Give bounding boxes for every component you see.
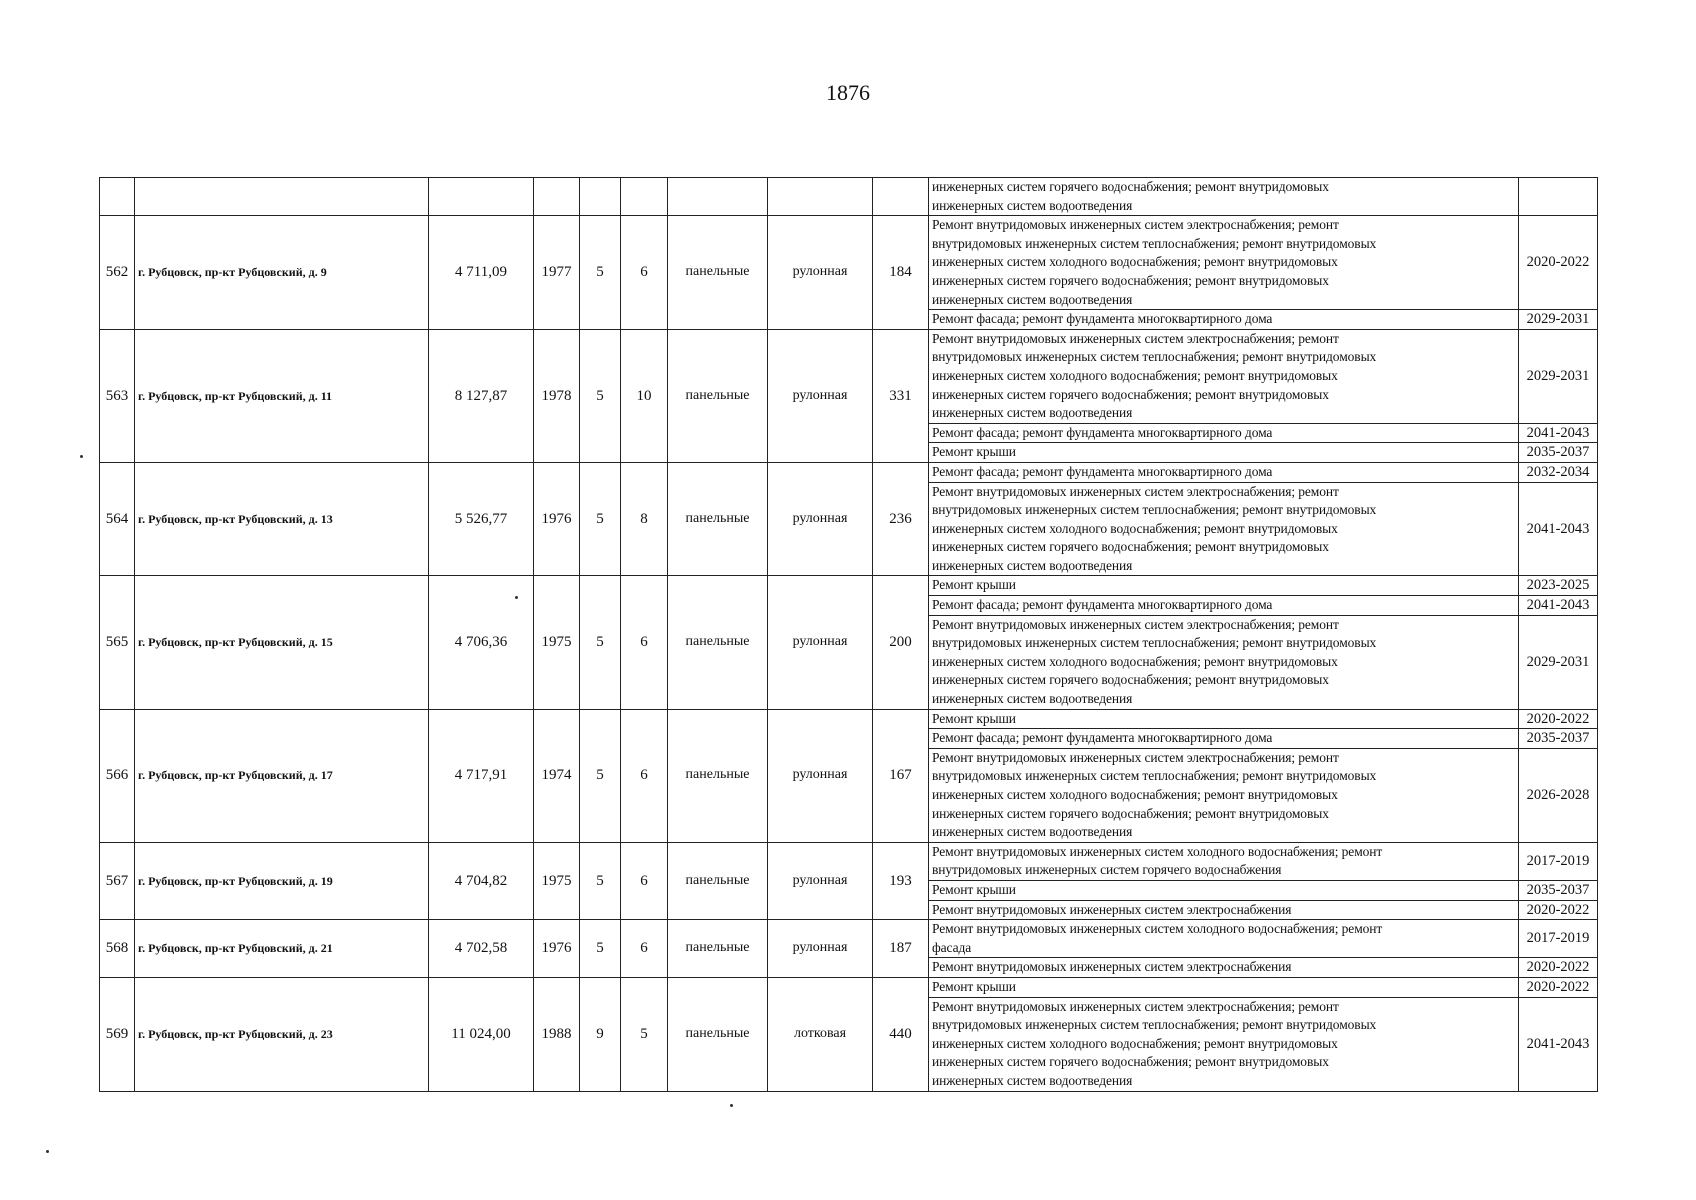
- work-description: [929, 482, 1519, 576]
- row-number: 566: [100, 709, 135, 842]
- floor-count: 5: [580, 920, 621, 978]
- work-period: 2041-2043: [1519, 482, 1598, 576]
- table-row: [100, 216, 1598, 310]
- roof-type: рулонная: [768, 216, 873, 330]
- construction-year: 1978: [534, 329, 580, 462]
- row-number: 564: [100, 462, 135, 576]
- building-address: г. Рубцовск, пр-кт Рубцовский, д. 13: [135, 462, 429, 576]
- empty-cell: [668, 178, 768, 216]
- table-row: [100, 462, 1598, 482]
- work-text: Ремонт фасада; ремонт фундамента многоквартирного дома: [932, 424, 1273, 440]
- resident-count: 200: [873, 576, 929, 709]
- entrance-count: 6: [621, 920, 668, 978]
- work-description: [929, 748, 1519, 842]
- housing-repair-table: [99, 177, 1598, 1092]
- building-address: г. Рубцовск, пр-кт Рубцовский, д. 19: [135, 842, 429, 919]
- work-text: Ремонт внутридомовых инженерных систем электроснабжения; ремонт внутридомовых инженерных систем теплоснабжения; ремонт внутридомовых инженерных систем холодного водоснабжения; ремонт внутридомовых инженерных систем горячего водоснабжения; ремонт внутридомовых инженерных систем водоотведения: [932, 330, 1377, 421]
- entrance-count: 6: [621, 842, 668, 919]
- floor-count: 5: [580, 216, 621, 330]
- resident-count: 187: [873, 920, 929, 978]
- scan-speck: [80, 455, 83, 458]
- work-period: 2020-2022: [1519, 709, 1598, 729]
- work-text: Ремонт внутридомовых инженерных систем электроснабжения; ремонт внутридомовых инженерных систем теплоснабжения; ремонт внутридомовых инженерных систем холодного водоснабжения; ремонт внутридомовых инженерных систем горячего водоснабжения; ремонт внутридомовых инженерных систем водоотведения: [932, 217, 1377, 307]
- work-period: 2020-2022: [1519, 958, 1598, 978]
- roof-type: рулонная: [768, 920, 873, 978]
- work-description: [929, 842, 1519, 880]
- work-description: [929, 310, 1519, 330]
- work-text: Ремонт внутридомовых инженерных систем электроснабжения: [932, 901, 1292, 917]
- work-period: 2020-2022: [1519, 216, 1598, 310]
- work-period: 2029-2031: [1519, 310, 1598, 330]
- wall-material: панельные: [668, 576, 768, 709]
- scan-speck: [46, 1150, 49, 1153]
- total-area: 4 706,36: [429, 576, 534, 709]
- building-address: г. Рубцовск, пр-кт Рубцовский, д. 17: [135, 709, 429, 842]
- entrance-count: 5: [621, 977, 668, 1091]
- entrance-count: 8: [621, 462, 668, 576]
- floor-count: 5: [580, 842, 621, 919]
- floor-count: 5: [580, 329, 621, 462]
- table-row: [100, 329, 1598, 423]
- entrance-count: 6: [621, 576, 668, 709]
- construction-year: 1974: [534, 709, 580, 842]
- work-period: 2032-2034: [1519, 462, 1598, 482]
- work-text: Ремонт фасада; ремонт фундамента многоквартирного дома: [932, 730, 1273, 746]
- work-text: Ремонт внутридомовых инженерных систем холодного водоснабжения; ремонт внутридомовых инженерных систем горячего водоснабжения: [932, 843, 1383, 878]
- wall-material: панельные: [668, 977, 768, 1091]
- building-address: г. Рубцовск, пр-кт Рубцовский, д. 15: [135, 576, 429, 709]
- floor-count: 5: [580, 576, 621, 709]
- work-period: 2041-2043: [1519, 997, 1598, 1091]
- construction-year: 1975: [534, 842, 580, 919]
- page-number: 1876: [826, 80, 870, 105]
- table-row: [100, 709, 1598, 729]
- total-area: 4 717,91: [429, 709, 534, 842]
- wall-material: панельные: [668, 842, 768, 919]
- work-period: 2035-2037: [1519, 880, 1598, 900]
- floor-count: 9: [580, 977, 621, 1091]
- resident-count: 440: [873, 977, 929, 1091]
- roof-type: рулонная: [768, 842, 873, 919]
- roof-type: рулонная: [768, 462, 873, 576]
- work-text: Ремонт крыши: [932, 444, 1016, 460]
- work-description: [929, 900, 1519, 920]
- total-area: 11 024,00: [429, 977, 534, 1091]
- table-row: [100, 842, 1598, 880]
- work-period: 2023-2025: [1519, 576, 1598, 596]
- wall-material: панельные: [668, 329, 768, 462]
- work-description: [929, 920, 1519, 958]
- work-period: 2035-2037: [1519, 443, 1598, 463]
- row-number: 565: [100, 576, 135, 709]
- empty-cell: [768, 178, 873, 216]
- row-number: 568: [100, 920, 135, 978]
- work-text: Ремонт крыши: [932, 577, 1016, 593]
- table-row-carryover: [100, 178, 1598, 216]
- construction-year: 1976: [534, 462, 580, 576]
- work-text: Ремонт крыши: [932, 710, 1016, 726]
- row-number: 563: [100, 329, 135, 462]
- work-description: [929, 997, 1519, 1091]
- work-period: 2041-2043: [1519, 596, 1598, 616]
- work-text: Ремонт внутридомовых инженерных систем электроснабжения; ремонт внутридомовых инженерных систем теплоснабжения; ремонт внутридомовых инженерных систем холодного водоснабжения; ремонт внутридомовых инженерных систем горячего водоснабжения; ремонт внутридомовых инженерных систем водоотведения: [932, 616, 1377, 707]
- work-period: [1519, 178, 1598, 216]
- work-description: [929, 729, 1519, 749]
- roof-type: рулонная: [768, 576, 873, 709]
- work-text: Ремонт фасада; ремонт фундамента многоквартирного дома: [932, 597, 1273, 613]
- scan-speck: [515, 596, 518, 599]
- work-text: Ремонт внутридомовых инженерных систем холодного водоснабжения; ремонт фасада: [932, 921, 1383, 955]
- work-description: [929, 443, 1519, 463]
- work-period: 2029-2031: [1519, 329, 1598, 423]
- work-period: 2020-2022: [1519, 977, 1598, 997]
- total-area: 4 704,82: [429, 842, 534, 919]
- roof-type: рулонная: [768, 709, 873, 842]
- work-text: Ремонт фасада; ремонт фундамента многоквартирного дома: [932, 463, 1273, 479]
- work-text: Ремонт внутридомовых инженерных систем электроснабжения; ремонт внутридомовых инженерных систем теплоснабжения; ремонт внутридомовых инженерных систем холодного водоснабжения; ремонт внутридомовых инженерных систем горячего водоснабжения; ремонт внутридомовых инженерных систем водоотведения: [932, 483, 1377, 573]
- work-description: [929, 709, 1519, 729]
- empty-cell: [873, 178, 929, 216]
- work-period: 2020-2022: [1519, 900, 1598, 920]
- work-text: Ремонт крыши: [932, 978, 1016, 994]
- work-description: [929, 462, 1519, 482]
- work-description: [929, 977, 1519, 997]
- work-period: 2041-2043: [1519, 423, 1598, 443]
- work-description: [929, 596, 1519, 616]
- work-text: Ремонт внутридомовых инженерных систем электроснабжения; ремонт внутридомовых инженерных систем теплоснабжения; ремонт внутридомовых инженерных систем холодного водоснабжения; ремонт внутридомовых инженерных систем горячего водоснабжения; ремонт внутридомовых инженерных систем водоотведения: [932, 998, 1377, 1088]
- construction-year: 1988: [534, 977, 580, 1091]
- construction-year: 1976: [534, 920, 580, 978]
- building-address: г. Рубцовск, пр-кт Рубцовский, д. 9: [135, 216, 429, 330]
- work-description: [929, 423, 1519, 443]
- construction-year: 1977: [534, 216, 580, 330]
- roof-type: рулонная: [768, 329, 873, 462]
- work-description: [929, 880, 1519, 900]
- work-period: 2035-2037: [1519, 729, 1598, 749]
- table-row: [100, 920, 1598, 958]
- work-description: [929, 329, 1519, 423]
- building-address: г. Рубцовск, пр-кт Рубцовский, д. 21: [135, 920, 429, 978]
- empty-cell: [534, 178, 580, 216]
- empty-cell: [621, 178, 668, 216]
- row-number: 562: [100, 216, 135, 330]
- work-text: Ремонт крыши: [932, 881, 1016, 897]
- wall-material: панельные: [668, 709, 768, 842]
- total-area: 4 711,09: [429, 216, 534, 330]
- empty-cell: [135, 178, 429, 216]
- empty-cell: [429, 178, 534, 216]
- row-number: 567: [100, 842, 135, 919]
- resident-count: 167: [873, 709, 929, 842]
- work-period: 2017-2019: [1519, 920, 1598, 958]
- floor-count: 5: [580, 462, 621, 576]
- resident-count: 331: [873, 329, 929, 462]
- total-area: 5 526,77: [429, 462, 534, 576]
- work-text: инженерных систем горячего водоснабжения; ремонт внутридомовых инженерных систем водоотведения: [932, 179, 1329, 213]
- work-period: 2026-2028: [1519, 748, 1598, 842]
- resident-count: 184: [873, 216, 929, 330]
- wall-material: панельные: [668, 462, 768, 576]
- construction-year: 1975: [534, 576, 580, 709]
- building-address: г. Рубцовск, пр-кт Рубцовский, д. 11: [135, 329, 429, 462]
- empty-cell: [100, 178, 135, 216]
- floor-count: 5: [580, 709, 621, 842]
- entrance-count: 10: [621, 329, 668, 462]
- work-text: Ремонт внутридомовых инженерных систем электроснабжения: [932, 959, 1292, 975]
- wall-material: панельные: [668, 216, 768, 330]
- total-area: 8 127,87: [429, 329, 534, 462]
- total-area: 4 702,58: [429, 920, 534, 978]
- work-description: [929, 576, 1519, 596]
- work-text: Ремонт фасада; ремонт фундамента многоквартирного дома: [932, 311, 1273, 327]
- resident-count: 193: [873, 842, 929, 919]
- row-number: 569: [100, 977, 135, 1091]
- entrance-count: 6: [621, 709, 668, 842]
- scan-speck: [730, 1104, 733, 1107]
- work-description: [929, 615, 1519, 709]
- building-address: г. Рубцовск, пр-кт Рубцовский, д. 23: [135, 977, 429, 1091]
- work-period: 2029-2031: [1519, 615, 1598, 709]
- work-description: [929, 178, 1519, 216]
- work-description: [929, 958, 1519, 978]
- work-description: [929, 216, 1519, 310]
- roof-type: лотковая: [768, 977, 873, 1091]
- table-row: [100, 977, 1598, 997]
- entrance-count: 6: [621, 216, 668, 330]
- work-text: Ремонт внутридомовых инженерных систем электроснабжения; ремонт внутридомовых инженерных систем теплоснабжения; ремонт внутридомовых инженерных систем холодного водоснабжения; ремонт внутридомовых инженерных систем горячего водоснабжения; ремонт внутридомовых инженерных систем водоотведения: [932, 749, 1377, 840]
- empty-cell: [580, 178, 621, 216]
- resident-count: 236: [873, 462, 929, 576]
- wall-material: панельные: [668, 920, 768, 978]
- table-row: [100, 576, 1598, 596]
- work-period: 2017-2019: [1519, 842, 1598, 880]
